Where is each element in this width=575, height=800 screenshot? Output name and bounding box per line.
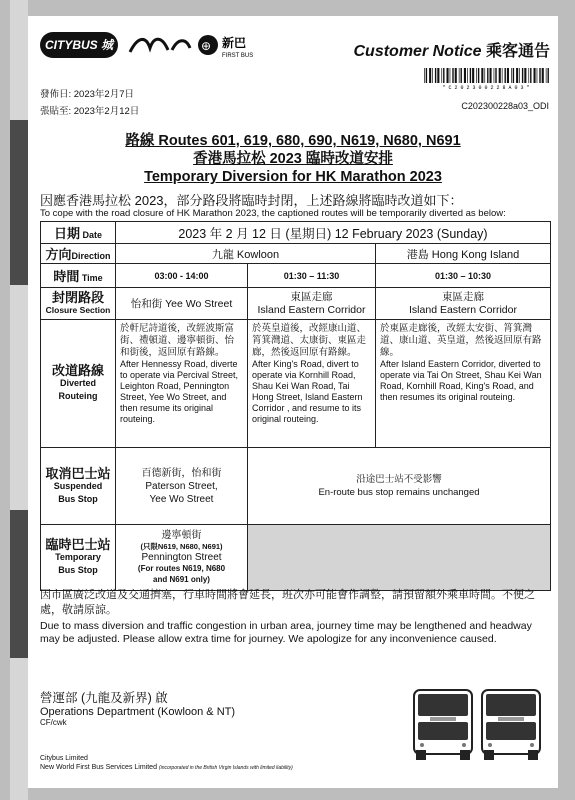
date-header: 日期 Date xyxy=(41,222,116,244)
notice-header xyxy=(40,26,550,78)
table-row xyxy=(41,320,551,448)
strip-dark-segment xyxy=(10,120,28,285)
nwfb-logo-text: 新巴 xyxy=(222,36,247,50)
table-row xyxy=(41,448,551,525)
closure-yee-wo: 怡和街 Yee Wo Street xyxy=(116,288,248,320)
notice-note-zh: 因市區廣泛改道及交通擠塞，行車時間將會延長，班次亦可能會作調整，請預留額外乘車時間。不便之處，敬請原諒。 xyxy=(40,589,535,616)
time-eastern-corridor-hk: 01:30 – 10:30 xyxy=(376,264,551,288)
barcode xyxy=(422,68,550,90)
nwfb-logo xyxy=(128,30,278,60)
barcode-text: * C 2 0 2 3 0 0 2 2 8 A 0 3 * xyxy=(442,85,530,90)
strip-dark-segment xyxy=(10,510,28,658)
suspended-stop-kowloon: 百德新街，怡和街 Paterson Street, Yee Wo Street xyxy=(116,448,248,525)
department-signature: 營運部 (九龍及新界) 啟 Operations Department (Kowloon & NT) CF/cwk xyxy=(40,691,236,727)
svg-text:⊕: ⊕ xyxy=(200,39,212,53)
table-row xyxy=(41,288,551,320)
routeing-header: 改道路線 Diverted Routeing xyxy=(41,320,116,448)
direction-header: 方向Direction xyxy=(41,244,116,264)
intro-en: To cope with the road closure of HK Marathon 2023, the captioned routes will be temporarily diverted as below: xyxy=(40,208,506,219)
diversion-table xyxy=(40,221,551,591)
title-zh: 香港馬拉松 2023 臨時改道安排 xyxy=(193,151,393,167)
temporary-stop-empty xyxy=(248,525,551,591)
temporary-stop-header: 臨時巴士站 Temporary Bus Stop xyxy=(41,525,116,591)
direction-kowloon: 九龍 Kowloon xyxy=(116,244,376,264)
date-value: 2023 年 2 月 12 日 (星期日) 12 February 2023 (Sunday) xyxy=(116,222,551,244)
left-edge-strip xyxy=(10,0,28,800)
closure-header: 封閉路段 Closure Section xyxy=(41,288,116,320)
notice-note-en: Due to mass diversion and traffic congestion in urban area, journey time may be lengthened and headway may be adjusted. Please allow extra time for journey. We apologize for any inconvenience caused. xyxy=(40,620,532,645)
bus-icon xyxy=(478,688,544,762)
document-code: C202300228a03_ODI xyxy=(461,101,549,111)
bus-icon xyxy=(410,688,476,762)
suspended-header: 取消巴士站 Suspended Bus Stop xyxy=(41,448,116,525)
customer-notice-title: Customer Notice 乘客通告 xyxy=(353,41,550,60)
routeing-kowloon-2: 於英皇道後，改經康山道、筲箕灣道、太康街、東區走廊，然後返回原有路線。 After King's Road, divert to operate via Kornhill Road, Shau Kei Wan Road, Tai Hong Street, Island Eastern Corridor , and resume to its original routeing. xyxy=(248,320,376,448)
nwfb-logo-subtext: FIRST BUS xyxy=(222,53,254,59)
direction-hk-island: 港島 Hong Kong Island xyxy=(376,244,551,264)
closure-eastern-corridor-kln: 東區走廊 Island Eastern Corridor xyxy=(248,288,376,320)
post-date: 張貼至: 2023年2月12日 xyxy=(40,106,140,117)
routeing-kowloon-1: 於軒尼詩道後，改經波斯富街、禮頓道、邊寧頓街、怡和街後，返回原有路線。 After Hennessy Road, diverte to operate via Percival Street, Leighton Road, Pennington Street, Yee Wo Street, and then resume its original routeing. xyxy=(116,320,248,448)
routeing-hk-island: 於東區走廊後，改經太安街、筲箕灣道、康山道、英皇道，然後返回原有路線。 After Island Eastern Corridor, diverted to operate via Tai On Street, Shau Kei Wan Road, Kornhill Road, King's Road, and then resumes its original routeing. xyxy=(376,320,551,448)
time-eastern-corridor-kln: 01:30 – 11:30 xyxy=(248,264,376,288)
table-row xyxy=(41,222,551,244)
table-row xyxy=(41,525,551,591)
company-footer: Citybus Limited New World First Bus Services Limited (incorporated in the British Virgin Islands with limited liability) xyxy=(40,755,293,771)
table-row xyxy=(41,244,551,264)
time-header: 時間 Time xyxy=(41,264,116,288)
closure-eastern-corridor-hk: 東區走廊 Island Eastern Corridor xyxy=(376,288,551,320)
table-row xyxy=(41,264,551,288)
suspended-stop-other: 沿途巴士站不受影響 En-route bus stop remains unchanged xyxy=(248,448,551,525)
temporary-stop-kowloon: 邊寧頓街 (只限N619, N680, N691) Pennington Street (For routes N619, N680 and N691 only) xyxy=(116,525,248,591)
citybus-logo: CITYBUS 城巴 xyxy=(40,32,118,58)
issue-date: 發佈日: 2023年2月7日 xyxy=(40,89,134,100)
routes-title: 路線 Routes 601, 619, 680, 690, N619, N680, N691 xyxy=(125,133,461,149)
intro-zh: 因應香港馬拉松 2023，部分路段將臨時封閉，上述路線將臨時改道如下： xyxy=(40,193,463,208)
notice-title-block xyxy=(28,132,558,186)
title-en: Temporary Diversion for HK Marathon 2023 xyxy=(144,169,442,185)
time-yee-wo: 03:00 - 14:00 xyxy=(116,264,248,288)
